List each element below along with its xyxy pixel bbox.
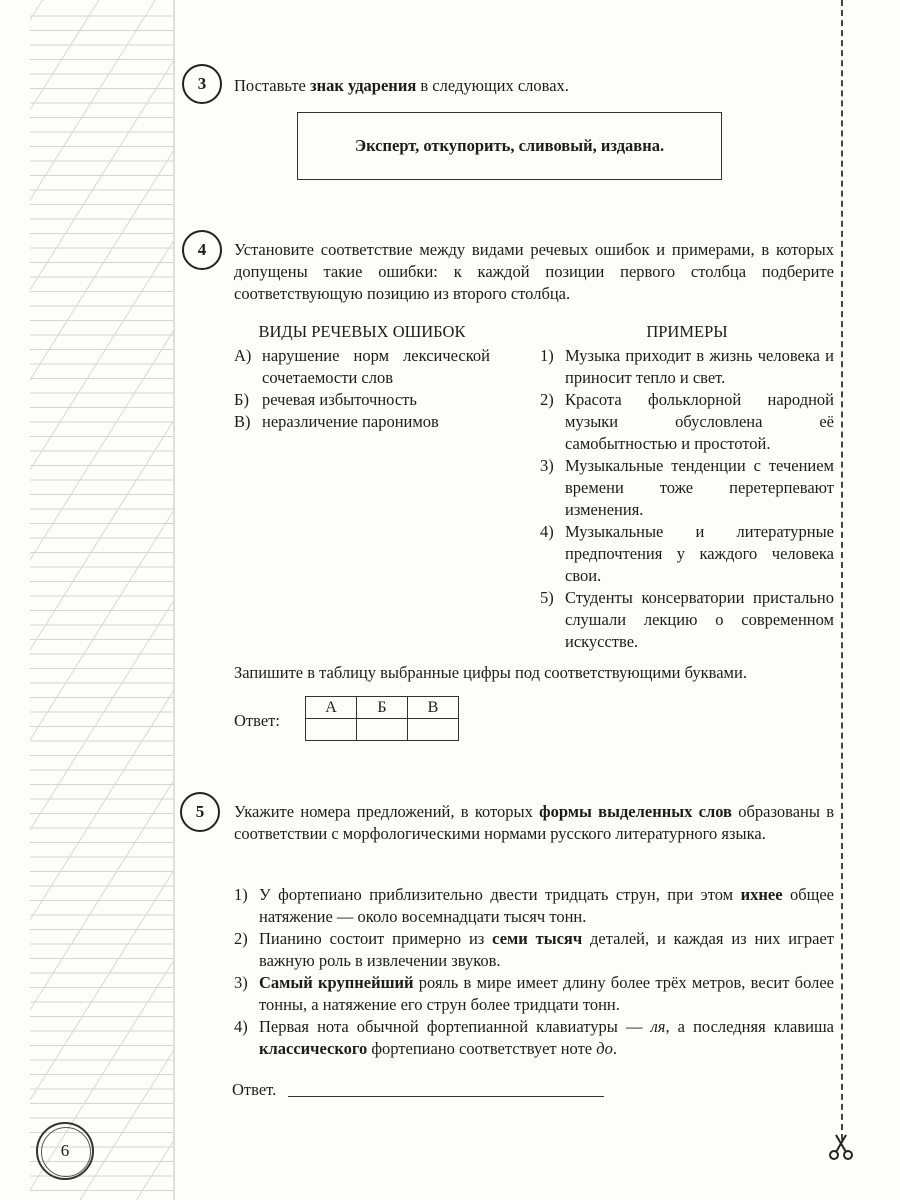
task3-prompt-pre: Поставьте [234, 76, 310, 95]
errors-column-header: ВИДЫ РЕЧЕВЫХ ОШИБОК [258, 322, 466, 341]
errors-list [234, 345, 490, 433]
task-number-3: 3 [182, 64, 222, 104]
sentence-1-bold: ихнее [740, 885, 783, 904]
answer-cell-v[interactable] [408, 719, 459, 741]
sentence-4-italic-do: до [596, 1039, 613, 1058]
task3-prompt-post: в следующих словах. [416, 76, 569, 95]
sentence-3-bold: Самый крупнейший [259, 973, 414, 992]
error-item [234, 411, 490, 433]
sentence-4-italic-la: ля [650, 1017, 666, 1036]
sentence-marker: 1) [234, 885, 248, 904]
sentence-4 [234, 1016, 834, 1060]
task5-answer-label: Ответ. [232, 1080, 277, 1099]
task5-instruction-pre: Укажите номера предложений, в которых [234, 802, 540, 821]
sentence-1 [234, 884, 834, 928]
examples-column-header: ПРИМЕРЫ [646, 322, 728, 341]
answer-header-v: В [408, 697, 459, 719]
task4-answer-table [305, 696, 459, 741]
sentence-marker: 4) [234, 1017, 248, 1036]
sentence-4-post: фортепиано соответствует ноте [367, 1039, 597, 1058]
sentence-text [259, 972, 834, 1016]
answer-cell-b[interactable] [357, 719, 408, 741]
sentence-1-post: общее натяжение — около восемнадцати тысяч тонн. [259, 885, 835, 926]
example-text: Музыка приходит в жизнь человека и приносит тепло и свет. [565, 346, 834, 387]
answer-table-header-row [306, 697, 459, 719]
error-text: нарушение норм лексической сочетаемости слов [262, 346, 490, 387]
example-marker: 3) [540, 456, 554, 475]
example-item [540, 345, 834, 389]
sentence-3-post: рояль в мире имеет длину более трёх метров, весит более тонны, а натяжение его струн более тридцати тонн. [259, 973, 834, 1014]
example-item [540, 455, 834, 521]
example-text: Студенты консерватории пристально слушали лекцию о современном искусстве. [565, 588, 834, 651]
sentence-text [259, 928, 834, 972]
error-marker: В) [234, 412, 251, 431]
task-number-5: 5 [180, 792, 220, 832]
task3-prompt-bold: знак ударения [309, 76, 417, 95]
task-number-4: 4 [182, 230, 222, 270]
task4-table-instruction: Запишите в таблицу выбранные цифры под соответствующими буквами. [234, 663, 747, 682]
sentence-2-pre: Пианино состоит примерно из [259, 929, 493, 948]
task3-words: Эксперт, откупорить, сливовый, издавна. [354, 136, 665, 155]
page-number: 6 [36, 1122, 94, 1180]
answer-header-a: А [306, 697, 357, 719]
task3-word-box [297, 112, 722, 180]
task4-answer-label: Ответ: [234, 711, 280, 730]
example-marker: 5) [540, 588, 554, 607]
example-item [540, 521, 834, 587]
example-text: Музыкальные и литературные предпочтения у каждого человека свои. [565, 522, 834, 585]
sentence-1-pre: У фортепиано приблизительно двести тридцать струн, при этом [259, 885, 741, 904]
example-marker: 4) [540, 522, 554, 541]
sentence-2 [234, 928, 834, 972]
examples-list [540, 345, 834, 653]
task5-instruction [234, 801, 834, 845]
answer-table-input-row [306, 719, 459, 741]
sentence-text [259, 884, 834, 928]
task3-prompt [234, 75, 834, 97]
task5-instruction-post: образованы в соответствии с морфологическими нормами русского литературного языка. [234, 802, 834, 843]
error-item [234, 345, 490, 389]
answer-cell-a[interactable] [306, 719, 357, 741]
task5-sentences [234, 884, 834, 1060]
sentence-2-bold: семи тысяч [492, 929, 583, 948]
lined-margin-graphic [0, 0, 178, 1200]
sentence-4-end: . [612, 1039, 617, 1058]
sentence-2-post: деталей, и каждая из них играет важную роль в извлечении звуков. [259, 929, 834, 970]
sentence-4-mid: , а последняя клавиша [665, 1017, 834, 1036]
example-item [540, 389, 834, 455]
example-text: Музыкальные тенденции с течением времени тоже перетерпевают изменения. [565, 456, 834, 519]
task5-answer-line[interactable] [288, 1096, 604, 1097]
error-text: неразличение паронимов [262, 412, 439, 431]
sentence-4-bold: классического [259, 1039, 368, 1058]
task5-instruction-bold: формы выделенных слов [539, 802, 732, 821]
sentence-3 [234, 972, 834, 1016]
error-marker: А) [234, 346, 252, 365]
example-text: Красота фольклорной народной музыки обусловлена её самобытностью и простотой. [565, 390, 834, 453]
example-item [540, 587, 834, 653]
error-item [234, 389, 490, 411]
error-text: речевая избыточность [262, 390, 417, 409]
example-marker: 2) [540, 390, 554, 409]
error-marker: Б) [234, 390, 249, 409]
sentence-marker: 2) [234, 929, 248, 948]
sentence-4-pre: Первая нота обычной фортепианной клавиатуры — [259, 1017, 651, 1036]
example-marker: 1) [540, 346, 554, 365]
answer-header-b: Б [357, 697, 408, 719]
sentence-marker: 3) [234, 973, 248, 992]
draft-margin [0, 0, 178, 1200]
scissors-icon [826, 1132, 856, 1162]
cut-line [841, 0, 843, 1140]
sentence-text [259, 1016, 834, 1060]
task4-instruction: Установите соответствие между видами речевых ошибок и примерами, в которых допущены такие ошибки: к каждой позиции первого столбца подберите соответствующую позицию из второго столбца. [234, 240, 834, 303]
